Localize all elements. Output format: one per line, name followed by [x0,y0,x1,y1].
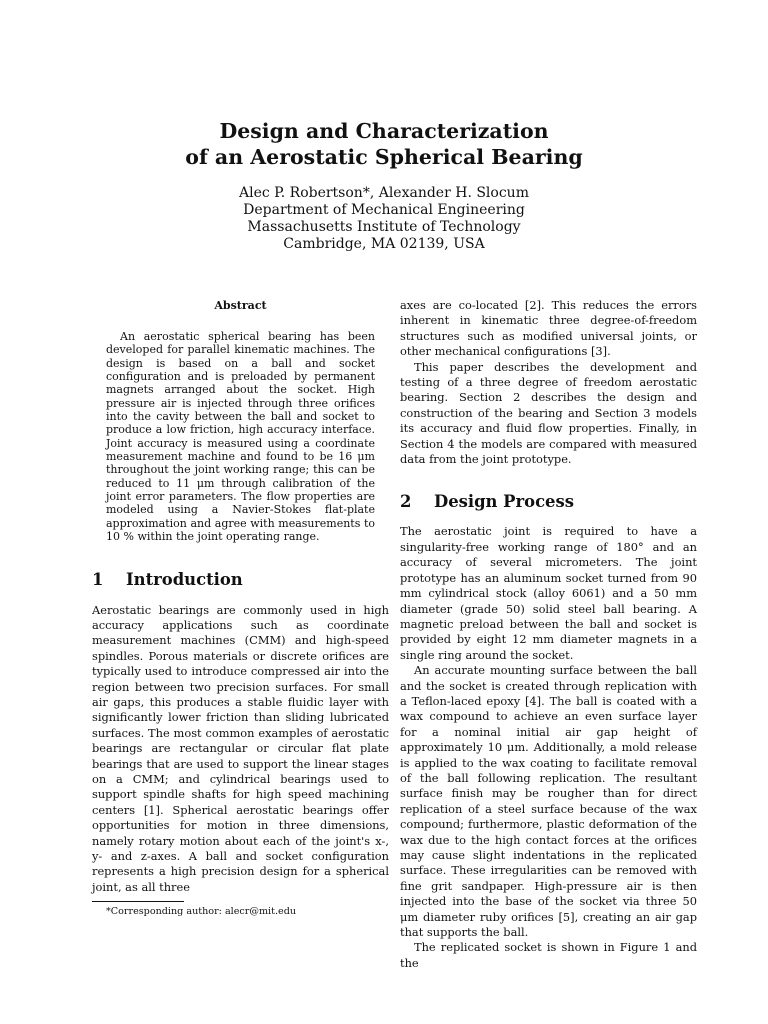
section-1-heading [92,569,389,591]
section-1-title: Introduction [126,569,243,589]
author-names: Alec P. Robertson*, Alexander H. Slocum [239,185,529,201]
section-2-heading [400,491,697,513]
design-paragraph-3: The replicated socket is shown in Figure 1 and the [400,940,697,970]
design-paragraph-2: An accurate mounting surface between the ball and the socket is created through replication with a Teflon-laced epoxy [4]. The ball is coated with a wax compound to achieve an even surface layer for a nominal initial air gap height of approximately 10 μm. Additionally, a mold release is applied to the wax coating to facilitate removal of the ball following replication. The resultant surface finish may be rougher than for direct replication of a steel surface because of the wax compound; furthermore, plastic deformation of the wax due to the high contact forces at the orifices may cause slight indentations in the replicated surface. These irregularities can be removed with fine grit sandpaper. High-pressure air is then injected into the base of the socket via three 50 μm diameter ruby orifices [5], creating an air gap that supports the ball. [400,663,697,940]
section-2-number: 2 [400,492,412,512]
intro-paragraph-1-continued: axes are co-located [2]. This reduces the errors inherent in kinematic three degree-of-freedom structures such as modified universal joints, or other mechanical configurations [3]. [400,298,697,359]
title-line-2: of an Aerostatic Spherical Bearing [185,145,583,169]
paper-title [0,118,768,170]
title-line-1: Design and Characterization [219,119,549,143]
design-paragraph-1: The aerostatic joint is required to have a singularity-free working range of 180° and an accuracy of several micrometers. The joint prototype has an aluminum socket turned from 90 mm cylindrical stock (alloy 6061) and a 50 mm diameter (grade 50) solid steel ball bearing. A magnetic preload between the ball and socket is provided by eight 12 mm diameter magnets in a single ring around the socket. [400,524,697,662]
right-column [400,298,697,971]
author-institution: Massachusetts Institute of Technology [247,219,521,235]
author-location: Cambridge, MA 02139, USA [283,236,485,252]
footnote: *Corresponding author: alecr@mit.edu [106,906,297,918]
abstract-heading: Abstract [214,299,267,312]
author-department: Department of Mechanical Engineering [243,202,525,218]
left-column [92,298,389,918]
intro-paragraph-2: This paper describes the development and testing of a three degree of freedom aerostatic bearing. Section 2 describes the design and construction of the bearing and Section 3 models its accuracy and fluid flow properties. Finally, in Section 4 the models are compared with measured data from the joint prototype. [400,359,697,467]
section-1-number: 1 [92,569,104,589]
intro-paragraph-1: Aerostatic bearings are commonly used in high accuracy applications such as coordinate measurement machines (CMM) and high-speed spindles. Porous materials or discrete orifices are typically used to introduce compressed air into the region between two precision surfaces. For small air gaps, this produces a stable fluidic layer with significantly lower friction than sliding lubricated surfaces. The most common examples of aerostatic bearings are rectangular or circular flat plate bearings that are used to support the linear stages on a CMM; and cylindrical bearings used to support spindle shafts for high speed machining centers [1]. Spherical aerostatic bearings offer opportunities for motion in three dimensions, namely rotary motion about each of the joint's x-, y- and z-axes. A ball and socket configuration represents a high precision design for a spherical joint, as all three [92,602,389,894]
footnote-rule [92,901,184,902]
author-block [0,185,768,253]
abstract-text: An aerostatic spherical bearing has been developed for parallel kinematic machines. The design is based on a ball and socket configuration and is preloaded by permanent magnets arranged about the socket. High pressure air is injected through three orifices into the cavity between the ball and socket to produce a low friction, high accuracy interface. Joint accuracy is measured using a coordinate measurement machine and found to be 16 μm throughout the joint working range; this can be reduced to 11 μm through calibration of the joint error parameters. The flow properties are modeled using a Navier-Stokes flat-plate approximation and agree with measurements to 10 % within the joint operating range. [106,330,375,544]
section-2-title: Design Process [434,492,574,512]
